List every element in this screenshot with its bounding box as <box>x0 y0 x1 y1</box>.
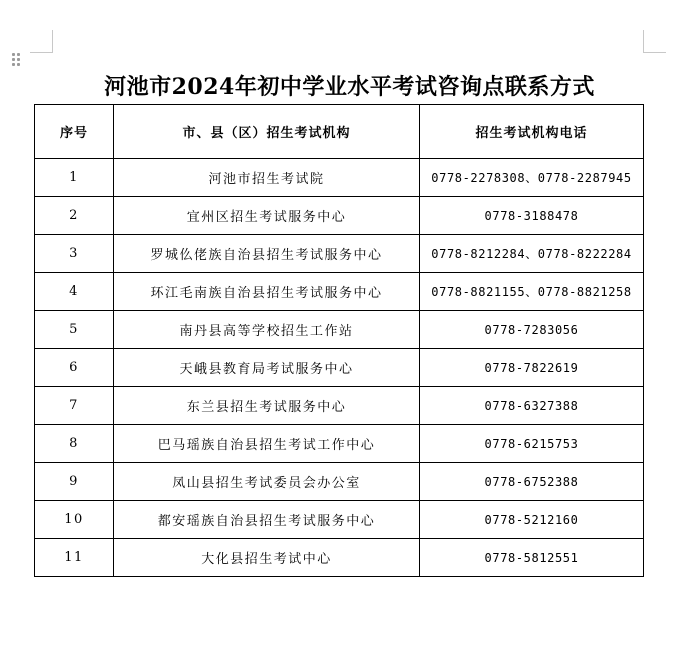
row-institution: 大化县招生考试中心 <box>114 539 420 577</box>
row-index: 2 <box>35 197 114 235</box>
row-institution: 宜州区招生考试服务中心 <box>114 197 420 235</box>
header-institution: 市、县（区）招生考试机构 <box>114 105 420 159</box>
table-row <box>35 387 644 425</box>
row-phone: 0778-6215753 <box>420 425 644 463</box>
table-row <box>35 463 644 501</box>
table-row <box>35 425 644 463</box>
table-row <box>35 349 644 387</box>
row-phone: 0778-7283056 <box>420 311 644 349</box>
row-phone: 0778-8212284、0778-8222284 <box>420 235 644 273</box>
row-institution: 环江毛南族自治县招生考试服务中心 <box>114 273 420 311</box>
row-index: 8 <box>35 425 114 463</box>
row-index: 7 <box>35 387 114 425</box>
table-row <box>35 273 644 311</box>
header-index: 序号 <box>35 105 114 159</box>
row-index: 11 <box>35 539 114 577</box>
row-phone: 0778-6327388 <box>420 387 644 425</box>
row-institution: 凤山县招生考试委员会办公室 <box>114 463 420 501</box>
row-index: 1 <box>35 159 114 197</box>
table-row <box>35 159 644 197</box>
row-phone: 0778-5812551 <box>420 539 644 577</box>
row-institution: 罗城仫佬族自治县招生考试服务中心 <box>114 235 420 273</box>
row-institution: 东兰县招生考试服务中心 <box>114 387 420 425</box>
contacts-table <box>34 104 644 577</box>
table-move-handle-icon[interactable] <box>12 53 22 67</box>
page-margin-corner-top-left-icon <box>30 30 53 53</box>
document-title: 河池市2024年初中学业水平考试咨询点联系方式 <box>104 74 595 100</box>
table-row <box>35 311 644 349</box>
row-institution: 都安瑶族自治县招生考试服务中心 <box>114 501 420 539</box>
row-institution: 南丹县高等学校招生工作站 <box>114 311 420 349</box>
row-institution: 天峨县教育局考试服务中心 <box>114 349 420 387</box>
row-phone: 0778-8821155、0778-8821258 <box>420 273 644 311</box>
table-row <box>35 197 644 235</box>
table-row <box>35 235 644 273</box>
row-index: 9 <box>35 463 114 501</box>
row-phone: 0778-5212160 <box>420 501 644 539</box>
row-phone: 0778-3188478 <box>420 197 644 235</box>
row-index: 10 <box>35 501 114 539</box>
row-phone: 0778-7822619 <box>420 349 644 387</box>
row-index: 5 <box>35 311 114 349</box>
table-row <box>35 501 644 539</box>
row-index: 3 <box>35 235 114 273</box>
page-margin-corner-top-right-icon <box>643 30 666 53</box>
row-institution: 河池市招生考试院 <box>114 159 420 197</box>
row-index: 4 <box>35 273 114 311</box>
header-phone: 招生考试机构电话 <box>420 105 644 159</box>
row-phone: 0778-2278308、0778-2287945 <box>420 159 644 197</box>
row-index: 6 <box>35 349 114 387</box>
row-phone: 0778-6752388 <box>420 463 644 501</box>
table-header-row <box>35 105 644 159</box>
row-institution: 巴马瑶族自治县招生考试工作中心 <box>114 425 420 463</box>
table-row <box>35 539 644 577</box>
